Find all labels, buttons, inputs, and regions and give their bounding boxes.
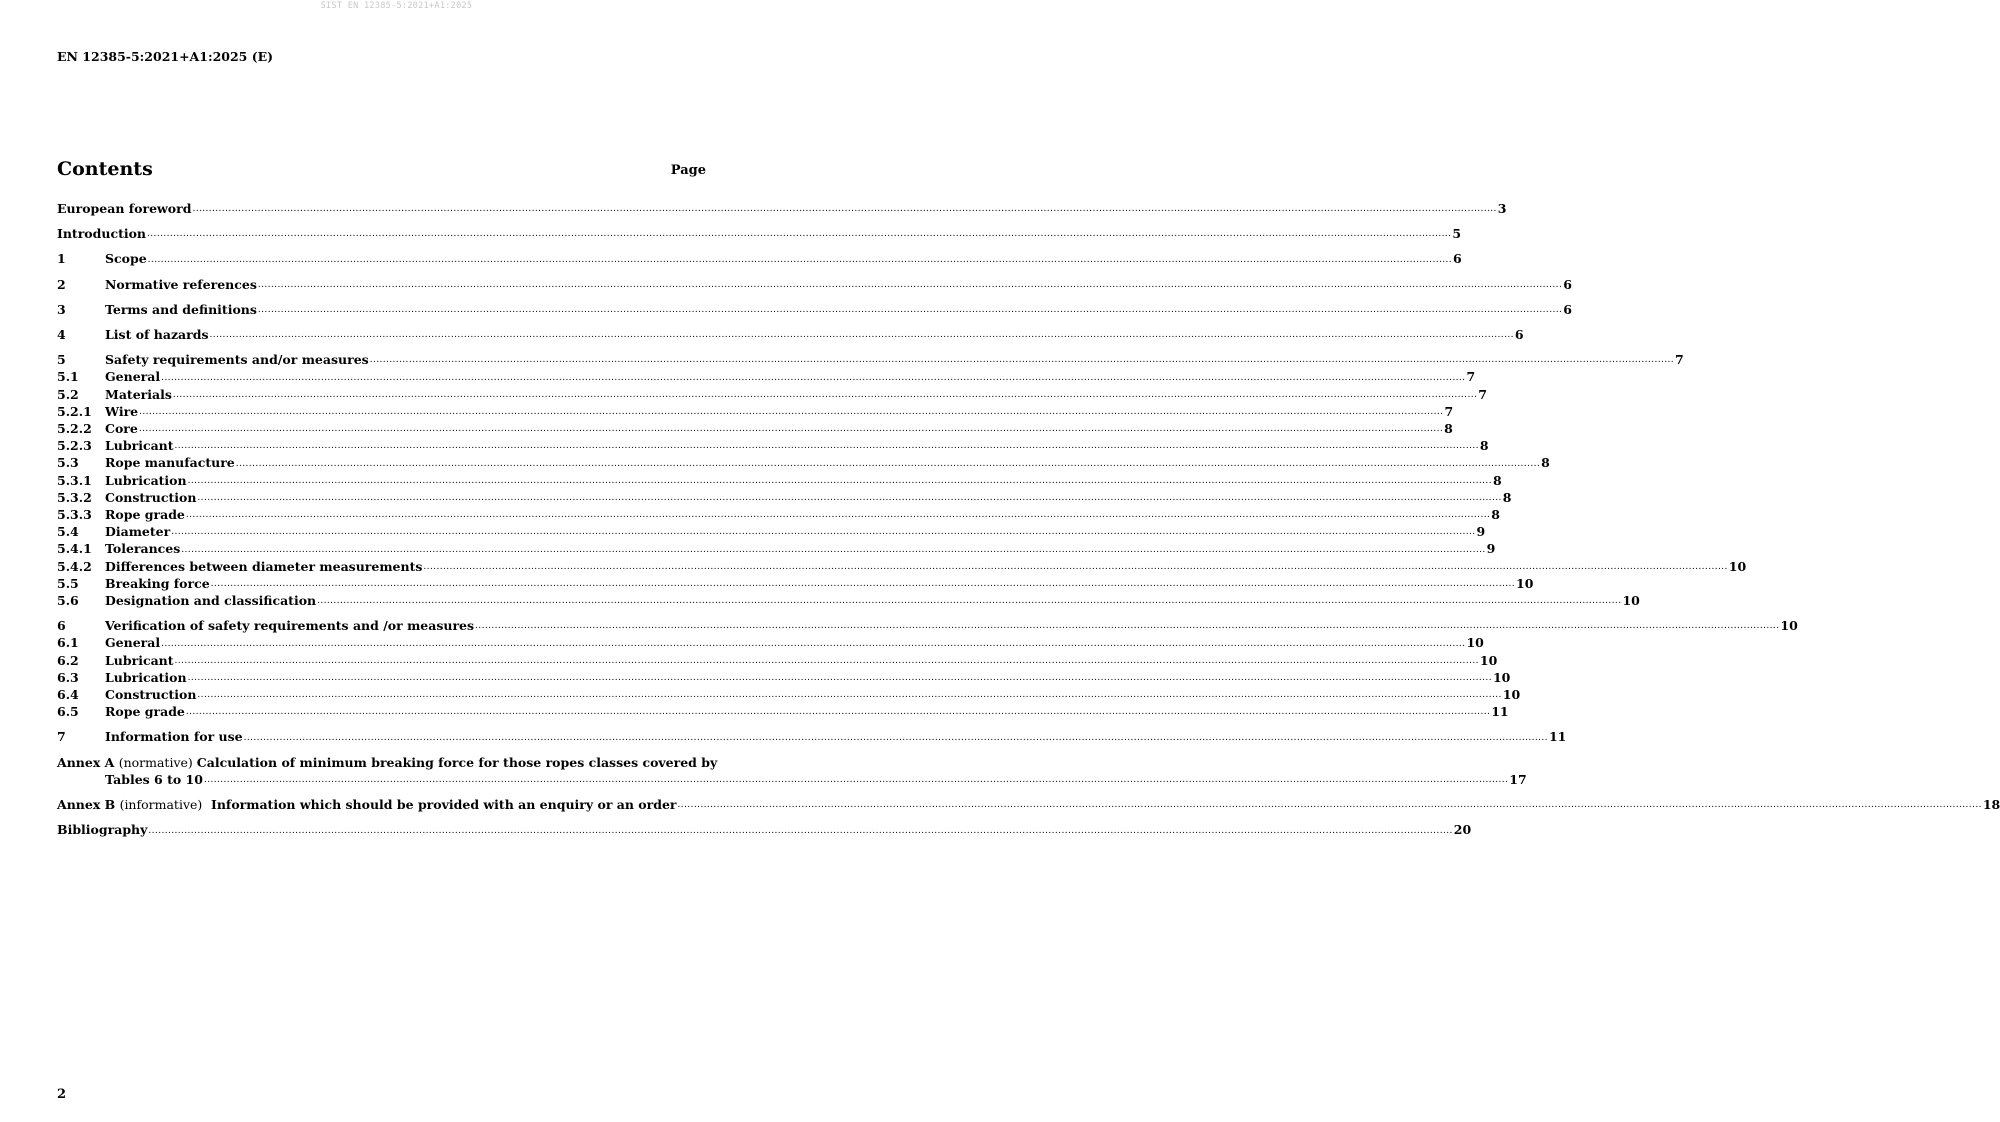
- toc-entry-page: 9: [1476, 524, 1486, 540]
- toc-entry-page: 11: [1491, 704, 1509, 720]
- toc-entry[interactable]: [57, 276, 1572, 293]
- toc-entry[interactable]: [57, 326, 1524, 343]
- toc-entry-number: 5.4.1: [57, 541, 92, 557]
- annex-b-title: Information which should be provided with an enquiry or an order: [211, 797, 677, 813]
- toc-entry[interactable]: [57, 386, 1487, 403]
- dot-leader: ................................................................................................................................................................................................................................................................................................................................................................................................................: [161, 638, 1466, 649]
- dot-leader: ................................................................................................................................................................................................................................................................................................................................................................................................................: [174, 441, 1479, 452]
- contents-header: [57, 158, 706, 182]
- toc-entry-title: General: [105, 369, 161, 385]
- toc-entry-page: 10: [1492, 669, 1511, 685]
- toc-entry-page: 7: [1675, 352, 1684, 368]
- toc-entry-number: 6: [57, 618, 66, 634]
- dot-leader: ................................................................................................................................................................................................................................................................................................................................................................................................................: [139, 407, 1444, 418]
- toc-entry-page: 8: [1444, 421, 1453, 437]
- dot-leader: ................................................................................................................................................................................................................................................................................................................................................................................................................: [138, 424, 1444, 435]
- toc-entry-title: Core: [105, 421, 138, 437]
- toc-entry-number: 3: [57, 301, 66, 317]
- toc-entry-number: 5.2.2: [57, 421, 92, 437]
- toc-entry[interactable]: [57, 403, 1454, 420]
- toc-entry-title: Rope manufacture: [105, 455, 235, 471]
- dot-leader: ................................................................................................................................................................................................................................................................................................................................................................................................................: [187, 475, 1492, 486]
- toc-entry-title: Diameter: [105, 524, 171, 540]
- toc-entry[interactable]: [57, 686, 1521, 703]
- annex-a-type: (normative): [118, 754, 193, 770]
- toc-entry-page: 7: [1466, 369, 1476, 385]
- toc-entry-number: 5.4: [57, 524, 79, 540]
- toc-entry[interactable]: [57, 250, 1462, 267]
- toc-entry-title: Lubricant: [105, 652, 174, 668]
- dot-leader: ................................................................................................................................................................................................................................................................................................................................................................................................................: [197, 690, 1502, 701]
- toc-entry[interactable]: [57, 225, 1462, 242]
- annex-b-type: (informative): [119, 797, 203, 813]
- toc-entry-title: Construction: [105, 489, 197, 505]
- dot-leader: ................................................................................................................................................................................................................................................................................................................................................................................................................: [423, 561, 1728, 572]
- toc-entry-title: Rope grade: [105, 704, 185, 720]
- dot-leader: ................................................................................................................................................................................................................................................................................................................................................................................................................: [257, 279, 1563, 290]
- toc-entry-number: 2: [57, 276, 66, 292]
- toc-entry-page: 8: [1479, 438, 1489, 454]
- toc-entry-title: Materials: [105, 386, 172, 402]
- dot-leader: ................................................................................................................................................................................................................................................................................................................................................................................................................: [257, 305, 1563, 316]
- toc-entry-title: Tolerances: [105, 541, 181, 557]
- table-of-contents: [57, 200, 2000, 839]
- toc-entry-page: 10: [1728, 558, 1747, 574]
- toc-entry-number: 5.3: [57, 455, 79, 471]
- dot-leader: ................................................................................................................................................................................................................................................................................................................................................................................................................: [187, 673, 1492, 684]
- page-column-label: Page: [670, 163, 706, 178]
- toc-entry-number: 5.6: [57, 593, 79, 609]
- toc-entry[interactable]: [57, 351, 1684, 368]
- toc-entry-title: Construction: [105, 687, 197, 703]
- toc-entry-title: Introduction: [57, 226, 147, 242]
- toc-entry-title: Lubricant: [105, 438, 174, 454]
- toc-entry-page: 10: [1780, 618, 1798, 634]
- toc-entry-page: 3: [1497, 201, 1507, 216]
- toc-entry-page: 6: [1453, 251, 1462, 267]
- annex-a-label: Annex A (normative): [57, 754, 193, 770]
- toc-entry-number: 6.1: [57, 635, 79, 651]
- annex-a-page: 17: [1509, 771, 1527, 787]
- toc-entry[interactable]: [57, 558, 1747, 575]
- toc-entry[interactable]: [57, 575, 1534, 592]
- toc-entry-page: 6: [1514, 327, 1524, 343]
- toc-entry-page: 10: [1502, 687, 1521, 703]
- toc-entry-title: Scope: [105, 251, 147, 267]
- toc-entry-page: 6: [1563, 276, 1572, 292]
- annex-b-label: Annex B (informative) Information which should be provided with an enquiry or an order: [57, 797, 677, 813]
- toc-entry-page: 7: [1478, 386, 1487, 402]
- toc-entry-number: 5.3.1: [57, 472, 92, 488]
- toc-entry-number: 5.2.3: [57, 438, 92, 454]
- toc-entry[interactable]: [57, 454, 1550, 471]
- page-number: 2: [57, 1087, 67, 1102]
- annex-b-page: 18: [1982, 797, 2000, 813]
- toc-entry-page: 11: [1548, 729, 1567, 745]
- dot-leader: ................................................................................................................................................................................................................................................................................................................................................................................................................: [185, 510, 1491, 521]
- toc-entry-title: Wire: [105, 403, 139, 419]
- dot-leader: ................................................................................................................................................................................................................................................................................................................................................................................................................: [147, 229, 1452, 240]
- toc-entry-title: List of hazards: [105, 327, 209, 343]
- toc-entry-number: 5.2: [57, 386, 79, 402]
- contents-title: Contents: [57, 158, 153, 180]
- toc-entry-title: Designation and classification: [105, 593, 317, 609]
- toc-entry-number: 6.3: [57, 669, 79, 685]
- watermark: SIST EN 12385-5:2021+A1:2025: [320, 1, 473, 11]
- dot-leader: ................................................................................................................................................................................................................................................................................................................................................................................................................: [181, 544, 1486, 555]
- toc-entry-annex-a[interactable]: [57, 754, 1527, 788]
- toc-entry[interactable]: [57, 523, 1486, 540]
- toc-entry-page: 7: [1444, 403, 1454, 419]
- toc-entry-title: Terms and definitions: [105, 301, 257, 317]
- toc-entry-page: 8: [1492, 472, 1502, 488]
- bibliography-page: 20: [1453, 822, 1472, 838]
- toc-entry-title: Differences between diameter measurements: [105, 558, 423, 574]
- toc-entry-number: 5.5: [57, 575, 79, 591]
- toc-entry[interactable]: [57, 728, 1567, 745]
- toc-entry[interactable]: [57, 472, 1502, 489]
- dot-leader: ................................................................................................................................................................................................................................................................................................................................................................................................................: [172, 389, 1478, 400]
- toc-entry-title: Normative references: [105, 276, 257, 292]
- toc-entry-bibliography[interactable]: [57, 821, 1472, 838]
- dot-leader: ................................................................................................................................................................................................................................................................................................................................................................................................................: [475, 621, 1780, 632]
- toc-entry-title: Lubrication: [105, 669, 187, 685]
- toc-entry-title: General: [105, 635, 161, 651]
- toc-entry-title: European foreword: [57, 201, 192, 216]
- toc-entry-title: Rope grade: [105, 507, 185, 523]
- toc-entry[interactable]: [57, 540, 1496, 557]
- toc-entry-page: 10: [1622, 593, 1640, 609]
- toc-entry-number: 6.5: [57, 704, 79, 720]
- dot-leader: ................................................................................................................................................................................................................................................................................................................................................................................................................: [185, 707, 1491, 718]
- toc-entry-title: Safety requirements and/or measures: [105, 352, 369, 368]
- toc-entry-page: 8: [1491, 507, 1500, 523]
- annex-a-title-line2: Tables 6 to 10: [105, 771, 203, 787]
- dot-leader: ................................................................................................................................................................................................................................................................................................................................................................................................................: [161, 372, 1466, 383]
- toc-entry[interactable]: [57, 703, 1509, 720]
- toc-entry[interactable]: [57, 420, 1453, 437]
- dot-leader: ................................................................................................................................................................................................................................................................................................................................................................................................................: [171, 527, 1476, 538]
- toc-entry-page: 6: [1563, 301, 1572, 317]
- toc-entry-number: 5.3.2: [57, 489, 92, 505]
- toc-entry-page: 9: [1486, 541, 1496, 557]
- toc-entry-number: 6.2: [57, 652, 79, 668]
- dot-leader: ................................................................................................................................................................................................................................................................................................................................................................................................................: [677, 800, 1982, 811]
- dot-leader: ................................................................................................................................................................................................................................................................................................................................................................................................................: [369, 355, 1675, 366]
- dot-leader: ................................................................................................................................................................................................................................................................................................................................................................................................................: [192, 204, 1497, 215]
- document-id: EN 12385-5:2021+A1:2025 (E): [57, 49, 274, 64]
- dot-leader: ................................................................................................................................................................................................................................................................................................................................................................................................................: [243, 732, 1548, 743]
- dot-leader: ................................................................................................................................................................................................................................................................................................................................................................................................................: [174, 655, 1479, 666]
- toc-entry-page: 8: [1502, 489, 1512, 505]
- toc-entry-number: 5.4.2: [57, 558, 92, 574]
- toc-entry-annex-b[interactable]: [57, 796, 2000, 813]
- toc-entry-page: 10: [1466, 635, 1484, 651]
- dot-leader: ................................................................................................................................................................................................................................................................................................................................................................................................................: [210, 579, 1516, 590]
- toc-entry[interactable]: [57, 617, 1798, 634]
- dot-leader: ................................................................................................................................................................................................................................................................................................................................................................................................................: [147, 254, 1453, 265]
- toc-entry-page: 8: [1541, 455, 1550, 471]
- toc-entry[interactable]: [57, 506, 1500, 523]
- dot-leader: ................................................................................................................................................................................................................................................................................................................................................................................................................: [317, 596, 1622, 607]
- toc-entry-title: Verification of safety requirements and /or measures: [105, 618, 475, 634]
- toc-entry-number: 1: [57, 251, 66, 267]
- toc-entry-title: Lubrication: [105, 472, 187, 488]
- toc-entry-page: 10: [1479, 652, 1498, 668]
- toc-entry-number: 6.4: [57, 687, 79, 703]
- toc-entry[interactable]: [57, 652, 1498, 669]
- toc-entry-number: 5.1: [57, 369, 79, 385]
- toc-entry-number: 5: [57, 352, 66, 368]
- toc-entry-title: Breaking force: [105, 575, 210, 591]
- toc-entry-page: 5: [1452, 226, 1462, 242]
- toc-entry[interactable]: [57, 592, 1640, 609]
- dot-leader: ................................................................................................................................................................................................................................................................................................................................................................................................................: [235, 458, 1541, 469]
- toc-entry-number: 5.2.1: [57, 403, 92, 419]
- toc-entry[interactable]: [57, 634, 1484, 651]
- toc-entry-number: 5.3.3: [57, 507, 92, 523]
- toc-entry[interactable]: [57, 200, 1507, 217]
- dot-leader: ................................................................................................................................................................................................................................................................................................................................................................................................................: [209, 330, 1514, 341]
- toc-entry-title: Information for use: [105, 729, 243, 745]
- annex-a-title-line1: Calculation of minimum breaking force for those ropes classes covered by: [196, 754, 718, 770]
- toc-entry-number: 4: [57, 327, 66, 343]
- dot-leader: ................................................................................................................................................................................................................................................................................................................................................................................................................: [197, 493, 1502, 504]
- toc-entry[interactable]: [57, 301, 1572, 318]
- toc-entry-page: 10: [1516, 575, 1534, 591]
- toc-entry[interactable]: [57, 669, 1511, 686]
- toc-entry-number: 7: [57, 729, 66, 745]
- toc-entry[interactable]: [57, 489, 1512, 506]
- toc-entry[interactable]: [57, 437, 1489, 454]
- bibliography-title: Bibliography: [57, 822, 148, 838]
- dot-leader: ................................................................................................................................................................................................................................................................................................................................................................................................................: [203, 775, 1509, 786]
- toc-entry[interactable]: [57, 368, 1476, 385]
- dot-leader: ................................................................................................................................................................................................................................................................................................................................................................................................................: [148, 825, 1453, 836]
